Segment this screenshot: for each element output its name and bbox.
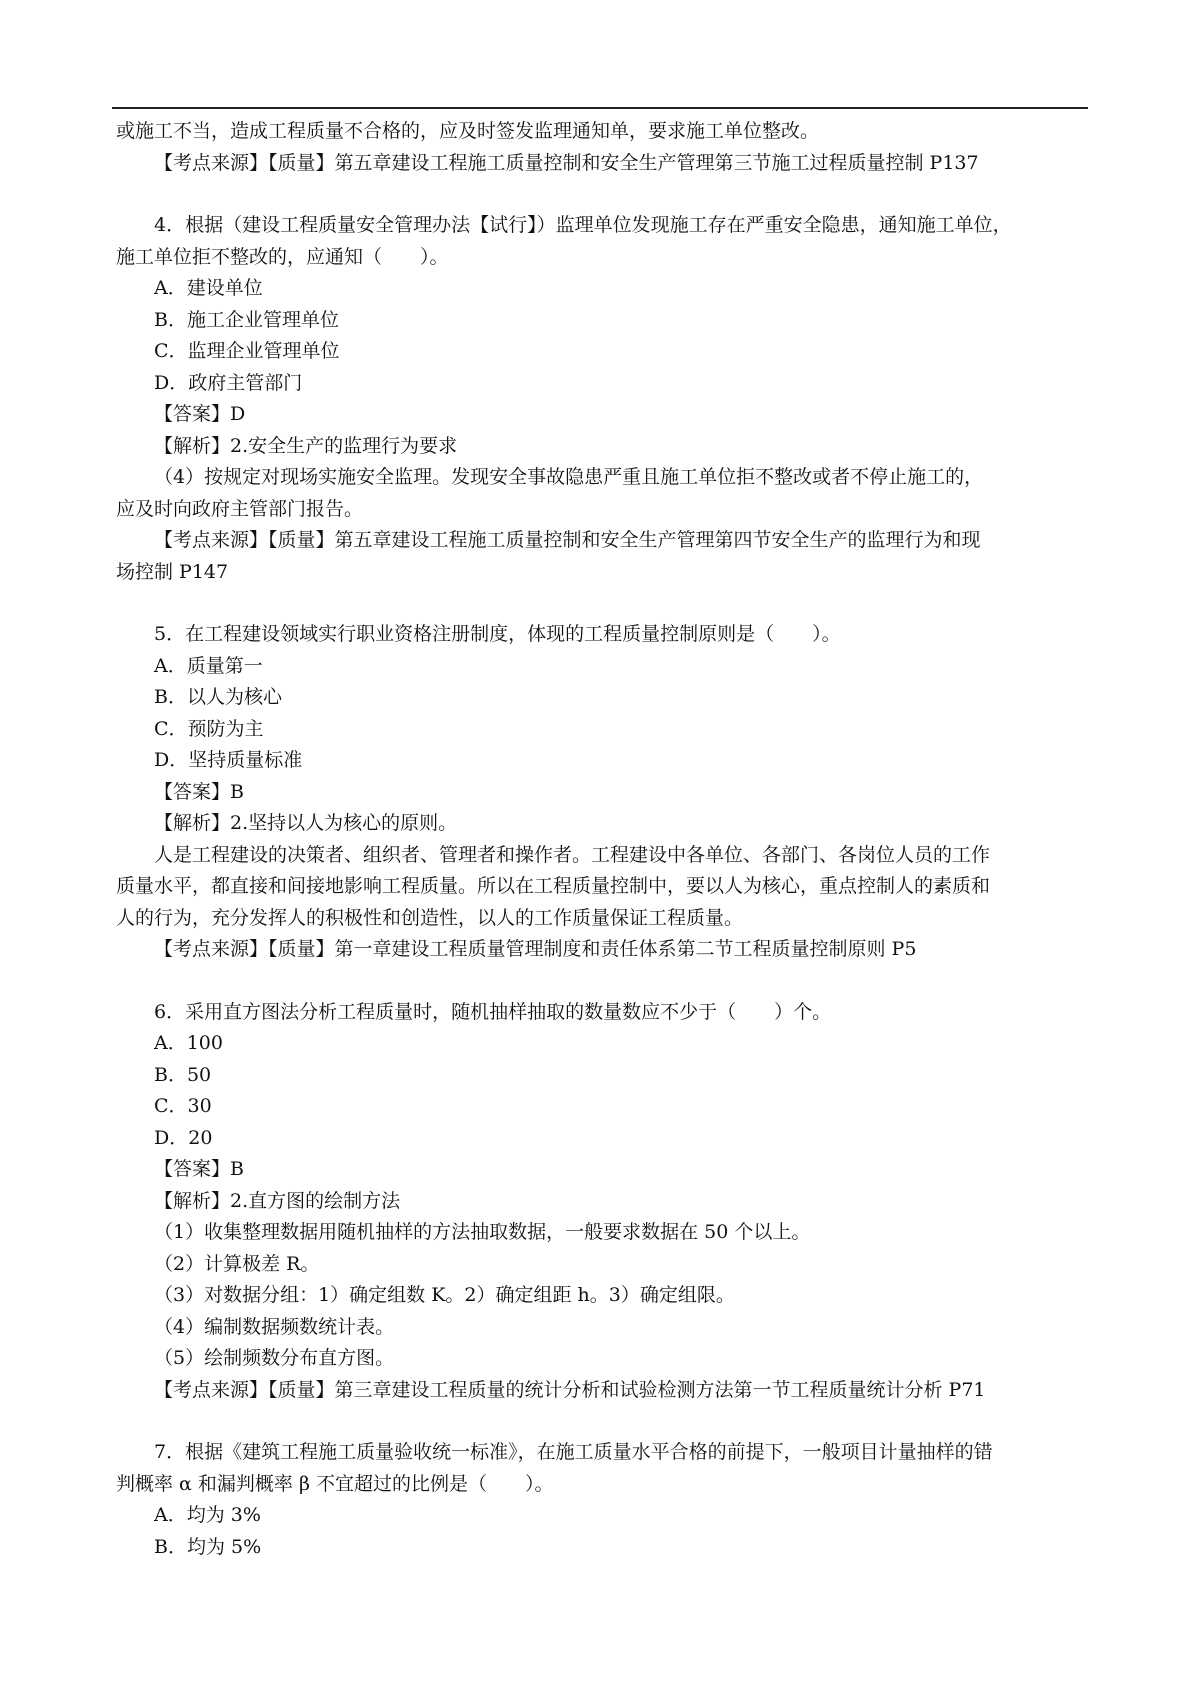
option-a: A．100: [154, 1032, 223, 1054]
analysis-detail: 人是工程建设的决策者、组织者、管理者和操作者。工程建设中各单位、各部门、各岗位人员的工作: [154, 843, 991, 866]
option-c: C．预防为主: [154, 717, 264, 740]
option-b: B．施工企业管理单位: [154, 308, 339, 331]
question-7-stem-cont: 判概率 α 和漏判概率 β 不宜超过的比例是（ ）。: [116, 1472, 554, 1495]
analysis-step: （3）对数据分组：1）确定组数 K。2）确定组距 h。3）确定组限。: [154, 1284, 735, 1306]
answer: 【答案】D: [154, 403, 246, 425]
analysis: 【解析】2.直方图的绘制方法: [154, 1189, 401, 1212]
option-b: B．以人为核心: [154, 686, 282, 708]
continuation-text: 或施工不当，造成工程质量不合格的，应及时签发监理通知单，要求施工单位整改。: [116, 120, 820, 142]
analysis: 【解析】2.坚持以人为核心的原则。: [154, 812, 458, 834]
analysis-detail-cont: 应及时向政府主管部门报告。: [116, 497, 364, 520]
analysis-detail-cont: 人的行为，充分发挥人的积极性和创造性，以人的工作质量保证工程质量。: [116, 906, 744, 929]
source-note-cont: 场控制 P147: [116, 560, 229, 583]
source-note: 【考点来源】【质量】第三章建设工程质量的统计分析和试验检测方法第一节工程质量统计分析 P71: [154, 1378, 986, 1401]
option-b: B．50: [154, 1063, 212, 1086]
option-a: A．建设单位: [154, 277, 263, 299]
answer: 【答案】B: [154, 1158, 244, 1180]
analysis-step: （1）收集整理数据用随机抽样的方法抽取数据，一般要求数据在 50 个以上。: [154, 1221, 811, 1243]
option-a: A．均为 3%: [154, 1504, 261, 1526]
analysis-detail: （4）按规定对现场实施安全监理。发现安全事故隐患严重且施工单位拒不整改或者不停止施工的，: [154, 466, 984, 488]
option-b: B．均为 5%: [154, 1535, 262, 1558]
option-a: A．质量第一: [154, 654, 263, 677]
analysis-detail-cont: 质量水平，都直接和间接地影响工程质量。所以在工程质量控制中，要以人为核心，重点控制人的素质和: [116, 875, 991, 897]
answer: 【答案】B: [154, 780, 244, 803]
option-d: D．坚持质量标准: [154, 749, 303, 771]
source-note: 【考点来源】【质量】第一章建设工程质量管理制度和责任体系第二节工程质量控制原则 P5: [154, 938, 917, 960]
analysis-step: （4）编制数据频数统计表。: [154, 1315, 395, 1338]
analysis-step: （2）计算极差 R。: [154, 1252, 320, 1275]
question-7-stem: 7．根据《建筑工程施工质量验收统一标准》，在施工质量水平合格的前提下，一般项目计量抽样的错: [154, 1441, 993, 1463]
question-4-stem: 4．根据（建设工程质量安全管理办法【试行】）监理单位发现施工存在严重安全隐患，通知施工单位，: [154, 214, 1012, 236]
analysis-step: （5）绘制频数分布直方图。: [154, 1347, 395, 1369]
question-6-stem: 6．采用直方图法分析工程质量时，随机抽样抽取的数量数应不少于（ ）个。: [154, 1000, 832, 1023]
option-c: C．30: [154, 1095, 212, 1117]
option-d: D．20: [154, 1126, 213, 1149]
header-rule: [112, 107, 1088, 109]
analysis: 【解析】2.安全生产的监理行为要求: [154, 434, 458, 457]
option-d: D．政府主管部门: [154, 371, 303, 394]
source-note: 【考点来源】【质量】第五章建设工程施工质量控制和安全生产管理第三节施工过程质量控制 P137: [154, 151, 979, 174]
document-body: [116, 116, 1088, 1563]
option-c: C．监理企业管理单位: [154, 340, 340, 362]
question-4-stem-cont: 施工单位拒不整改的，应通知（ ）。: [116, 245, 449, 268]
question-5-stem: 5．在工程建设领域实行职业资格注册制度，体现的工程质量控制原则是（ ）。: [154, 623, 841, 645]
source-note: 【考点来源】【质量】第五章建设工程施工质量控制和安全生产管理第四节安全生产的监理行为和现: [154, 529, 981, 551]
